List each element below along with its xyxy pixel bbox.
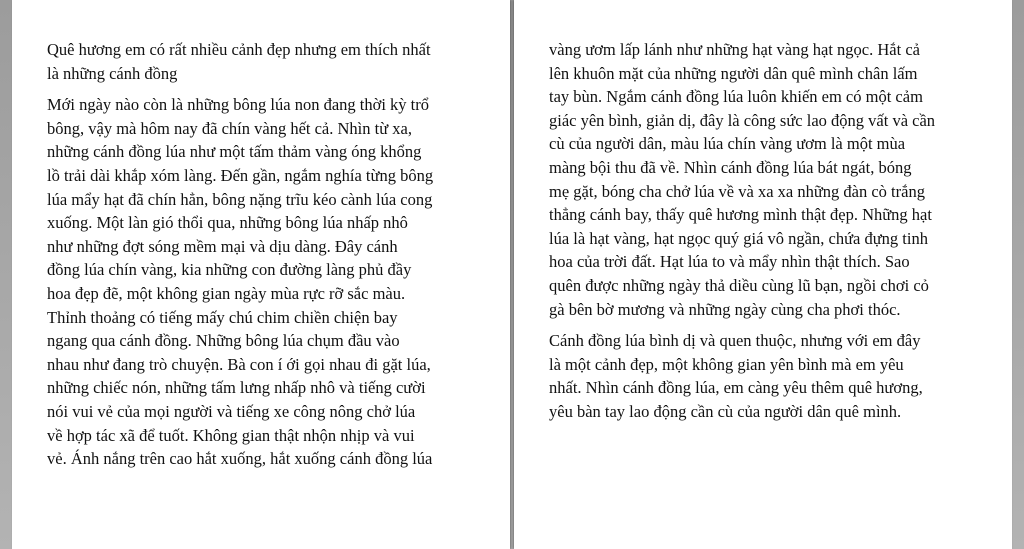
text-line: vẻ. Ánh nắng trên cao hắt xuống, hắt xuống cánh đồng lúa xyxy=(47,449,433,469)
text-line: là một cảnh đẹp, một không gian yên bình mà em yêu xyxy=(549,354,904,374)
text-line: là những cánh đồng xyxy=(47,63,178,83)
text-line: về hợp tác xã để tuốt. Không gian thật nhộn nhịp và vui xyxy=(47,425,415,445)
document-page-right[interactable] xyxy=(514,0,1012,549)
text-line: thẳng cánh bay, thấy quê hương mình thật đẹp. Những hạt xyxy=(549,205,932,225)
text-line: yêu bàn tay lao động cần cù của người dân quê mình. xyxy=(549,401,902,421)
paragraph xyxy=(549,329,992,423)
document-page-left[interactable] xyxy=(12,0,510,549)
text-line: bông, vậy mà hôm nay đã chín vàng hết cả. Nhìn từ xa, xyxy=(47,118,412,138)
text-line: cù của người dân, màu lúa chín vàng ươm là một mùa xyxy=(549,134,906,154)
text-line: như những đợt sóng mềm mại và dịu dàng. Đây cánh xyxy=(47,236,398,256)
text-line: Mới ngày nào còn là những bông lúa non đang thời kỳ trổ xyxy=(47,95,430,115)
text-line: nhau như đang trò chuyện. Bà con í ới gọi nhau đi gặt lúa, xyxy=(47,354,431,374)
text-line: màng bội thu đã về. Nhìn cánh đồng lúa bát ngát, bóng xyxy=(549,157,912,177)
paragraph xyxy=(549,38,992,321)
text-line: giác yên bình, giản dị, đây là công sức lao động vất và cần xyxy=(549,110,936,130)
text-line: lên khuôn mặt của những người dân quê mình chân lấm xyxy=(549,63,918,83)
text-line: Thỉnh thoảng có tiếng mấy chú chim chiền chiện bay xyxy=(47,307,398,327)
text-line: lúa mẩy hạt đã chín hẳn, bông nặng trĩu kéo cành lúa cong xyxy=(47,189,433,209)
text-line: mẹ gặt, bóng cha chở lúa về và xa xa những đàn cò trắng xyxy=(549,181,925,201)
text-line: gà bên bờ mương và những ngày cùng cha phơi thóc. xyxy=(549,299,901,319)
text-line: ngang qua cánh đồng. Những bông lúa chụm đầu vào xyxy=(47,331,400,351)
text-line: đồng lúa chín vàng, kia những con đường làng phủ đầy xyxy=(47,260,412,280)
text-line: những chiếc nón, những tấm lưng nhấp nhô và tiếng cười xyxy=(47,378,426,398)
paragraph xyxy=(47,38,482,85)
text-line: quên được những ngày thả diều cùng lũ bạn, ngồi chơi cỏ xyxy=(549,275,929,295)
text-line: lồ trải dài khắp xóm làng. Đến gần, ngắm nghía từng bông xyxy=(47,165,434,185)
text-line: Quê hương em có rất nhiều cảnh đẹp nhưng em thích nhất xyxy=(47,40,431,59)
text-line: hoa của trời đất. Hạt lúa to và mẩy nhìn thật thích. Sao xyxy=(549,252,910,272)
text-line: Cánh đồng lúa bình dị và quen thuộc, nhưng với em đây xyxy=(549,331,921,351)
text-line: nói vui vẻ của mọi người và tiếng xe công nông chở lúa xyxy=(47,401,416,421)
text-line: hoa đẹp đẽ, một không gian ngày mùa rực rỡ sắc màu. xyxy=(47,283,406,303)
text-line: những cánh đồng lúa như một tấm thảm vàng óng khổng xyxy=(47,142,422,162)
paragraph xyxy=(47,93,482,471)
text-line: nhất. Nhìn cánh đồng lúa, em càng yêu thêm quê hương, xyxy=(549,378,923,398)
text-line: lúa là hạt vàng, hạt ngọc quý giá vô ngần, chứa đựng tinh xyxy=(549,228,928,248)
text-line: tay bùn. Ngắm cánh đồng lúa luôn khiến em có một cảm xyxy=(549,87,923,107)
text-line: vàng ươm lấp lánh như những hạt vàng hạt ngọc. Hắt cả xyxy=(549,40,920,59)
text-line: xuống. Một làn gió thổi qua, những bông lúa nhấp nhô xyxy=(47,213,408,233)
